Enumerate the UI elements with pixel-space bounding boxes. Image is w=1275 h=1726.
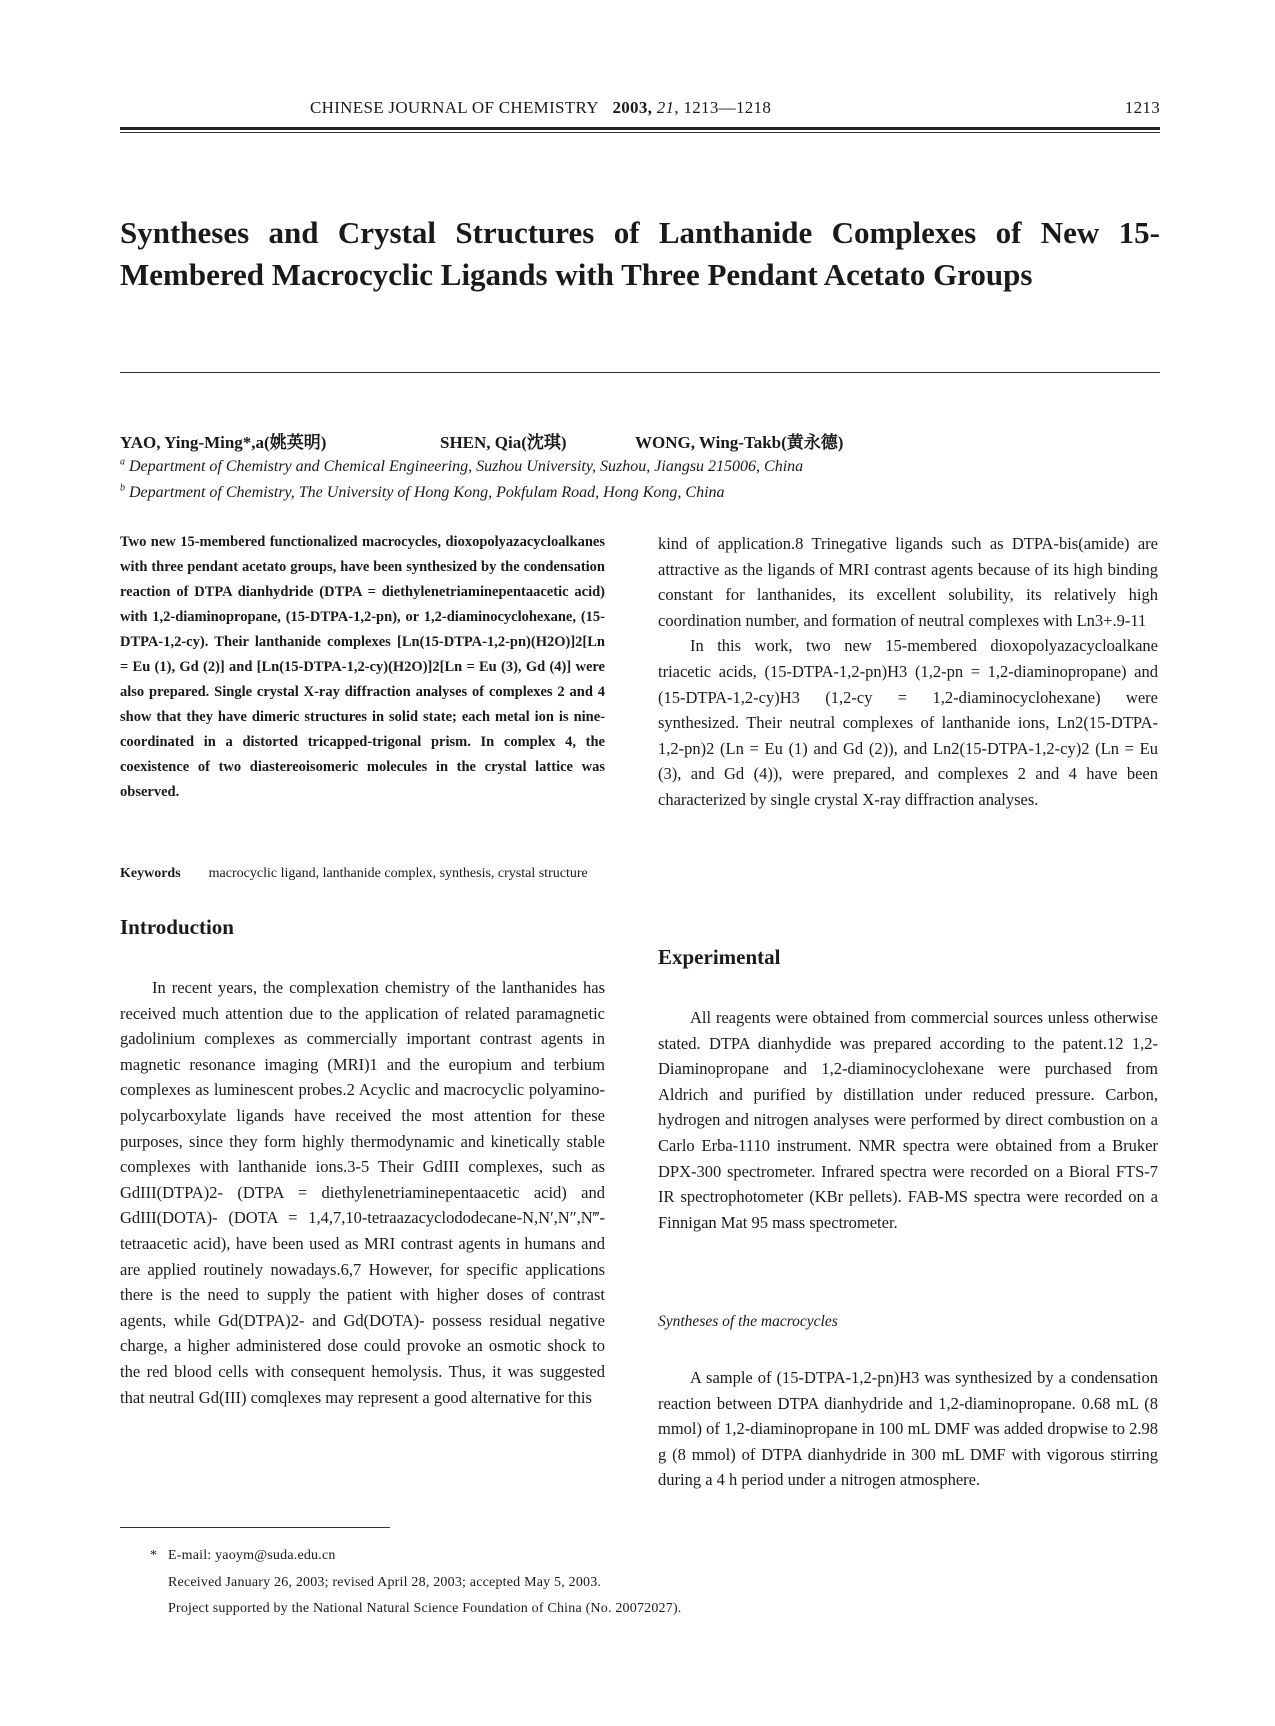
paragraph: In this work, two new 15-membered dioxopolyazacycloalkane triacetic acids, (15-DTPA-1,2-pn)H3 (1,2-pn = 1,2-diaminopropane) and (15-DTPA-1,2-cy)H3 (1,2-cy = 1,2-diaminocyclohexane) were synthesized. Their neutral complexes of lanthanide ions, Ln2(15-DTPA-1,2-pn)2 (Ln = Eu (1) and Gd (2)), and Ln2(15-DTPA-1,2-cy)2 (Ln = Eu (3), and Gd (4)), were prepared, and complexes 2 and 4 have been characterized by single crystal X-ray diffraction analyses. [658, 636, 1158, 809]
paragraph: kind of application.8 Trinegative ligands such as DTPA-bis(amide) are attractive as the ligands of MRI contrast agents because of its high binding constant for lanthanides, its excellent solubility, its relatively high coordination number, and formation of neutral complexes with Ln3+.9-11 [658, 534, 1158, 630]
subsection-heading-syntheses: Syntheses of the macrocycles [658, 1313, 838, 1330]
footnote-rule [120, 1527, 390, 1528]
header-rule-thin [120, 132, 1160, 133]
paragraph: All reagents were obtained from commercial sources unless otherwise stated. DTPA dianhydide was prepared according to the patent.12 1,2-Diaminopropane and 1,2-diaminocyclohexane were purchased from Aldrich and purified by distillation under reduced pressure. Carbon, hydrogen and nitrogen analyses were performed by direct combustion on a Carlo Erba-1110 instrument. NMR spectra were obtained from a Bruker DPX-300 spectrometer. Infrared spectra were recorded on a Bioral FTS-7 IR spectrophotometer (KBr pellets). FAB-MS spectra were recorded on a Finnigan Mat 95 mass spectrometer. [658, 1008, 1158, 1232]
affiliation-a: $^a$ Department of Chemistry and Chemical Engineering, Suzhou University, Suzhou, Jiangsu 215006, China [120, 456, 804, 475]
section-heading-experimental: Experimental [658, 945, 781, 969]
article-title: Syntheses and Crystal Structures of Lanthanide Complexes of New 15-Membered Macrocyclic Ligands with Three Pendant Acetato Groups [120, 215, 1160, 292]
keywords-label: Keywords [120, 866, 181, 881]
footnote-email: E-mail: yaoym@suda.edu.cn [168, 1548, 336, 1563]
author: WONG, Wing-Takb(黄永德) [635, 433, 844, 452]
section-heading-introduction: Introduction [120, 915, 234, 939]
paragraph: In recent years, the complexation chemistry of the lanthanides has received much attention due to the application of related paramagnetic gadolinium complexes as commercially important contrast agents in magnetic resonance imaging (MRI)1 and the europium and terbium complexes as luminescent probes.2 Acyclic and macrocyclic polyamino-polycarboxylate ligands have received the most attention for these purposes, since they form highly thermodynamic and kinetically stable complexes with lanthanide ions.3-5 Their GdIII complexes, such as GdIII(DTPA)2- (DTPA = diethylenetriaminepentaacetic acid) and GdIII(DOTA)- (DOTA = 1,4,7,10-tetraazacyclododecane-N,N′,N″,N‴-tetraacetic acid), have been used as MRI contrast agents in humans and are applied routinely nowadays.6,7 However, for specific applications there is the need to supply the patient with higher doses of contrast agents, while Gd(DTPA)2- and Gd(DOTA)- possess residual negative charge, a higher administered dose could provoke an osmotic shock to the red blood cells with consequent hemolysis. Thus, it was suggested that neutral Gd(III) comqlexes may represent a good alternative for this [120, 978, 605, 1407]
keywords [120, 862, 605, 886]
running-header [120, 94, 1160, 124]
footnote-funding: Project supported by the National Natural Science Foundation of China (No. 20072027). [168, 1601, 682, 1616]
author: YAO, Ying-Ming*,a(姚英明) [120, 433, 327, 452]
footnote-marker: * [150, 1548, 157, 1563]
title-rule [120, 372, 1160, 373]
header-rule-thick [120, 127, 1160, 130]
syntheses-body [658, 1365, 1158, 1493]
introduction-body [120, 975, 605, 1410]
page-number: 1213 [1124, 98, 1160, 117]
right-column-text [658, 531, 1158, 813]
keywords-text: macrocyclic ligand, lanthanide complex, synthesis, crystal structure [208, 866, 588, 881]
abstract: Two new 15-membered functionalized macrocycles, dioxopolyazacycloalkanes with three pendant acetato groups, have been synthesized by the condensation reaction of DTPA dianhydride (DTPA = diethylenetriaminepentaacetic acid) with 1,2-diaminopropane, (15-DTPA-1,2-pn), or 1,2-diaminocyclohexane, (15-DTPA-1,2-cy). Their lanthanide complexes [Ln(15-DTPA-1,2-pn)(H2O)]2[Ln = Eu (1), Gd (2)] and [Ln(15-DTPA-1,2-cy)(H2O)]2[Ln = Eu (3), Gd (4)] were also prepared. Single crystal X-ray diffraction analyses of complexes 2 and 4 show that they have dimeric structures in solid state; each metal ion is nine-coordinated in a distorted tricapped-trigonal prism. In complex 4, the coexistence of two diastereoisomeric molecules in the crystal lattice was observed. [120, 534, 605, 800]
paragraph: A sample of (15-DTPA-1,2-pn)H3 was synthesized by a condensation reaction between DTPA dianhydride and 1,2-diaminopropane. 0.68 mL (8 mmol) of 1,2-diaminopropane in 100 mL DMF was added dropwise to 2.98 g (8 mmol) of DTPA dianhydride in 300 mL DMF with vigorous stirring during a 4 h period under a nitrogen atmosphere. [658, 1368, 1158, 1490]
experimental-body [658, 1005, 1158, 1235]
footnote-received: Received January 26, 2003; revised April 28, 2003; accepted May 5, 2003. [168, 1575, 602, 1590]
author: SHEN, Qia(沈琪) [440, 433, 567, 452]
affiliation-b: $^b$ Department of Chemistry, The University of Hong Kong, Pokfulam Road, Hong Kong, China [120, 482, 725, 501]
journal-citation: CHINESE JOURNAL OF CHEMISTRY 2003, 21, 1213—1218 [310, 98, 772, 117]
